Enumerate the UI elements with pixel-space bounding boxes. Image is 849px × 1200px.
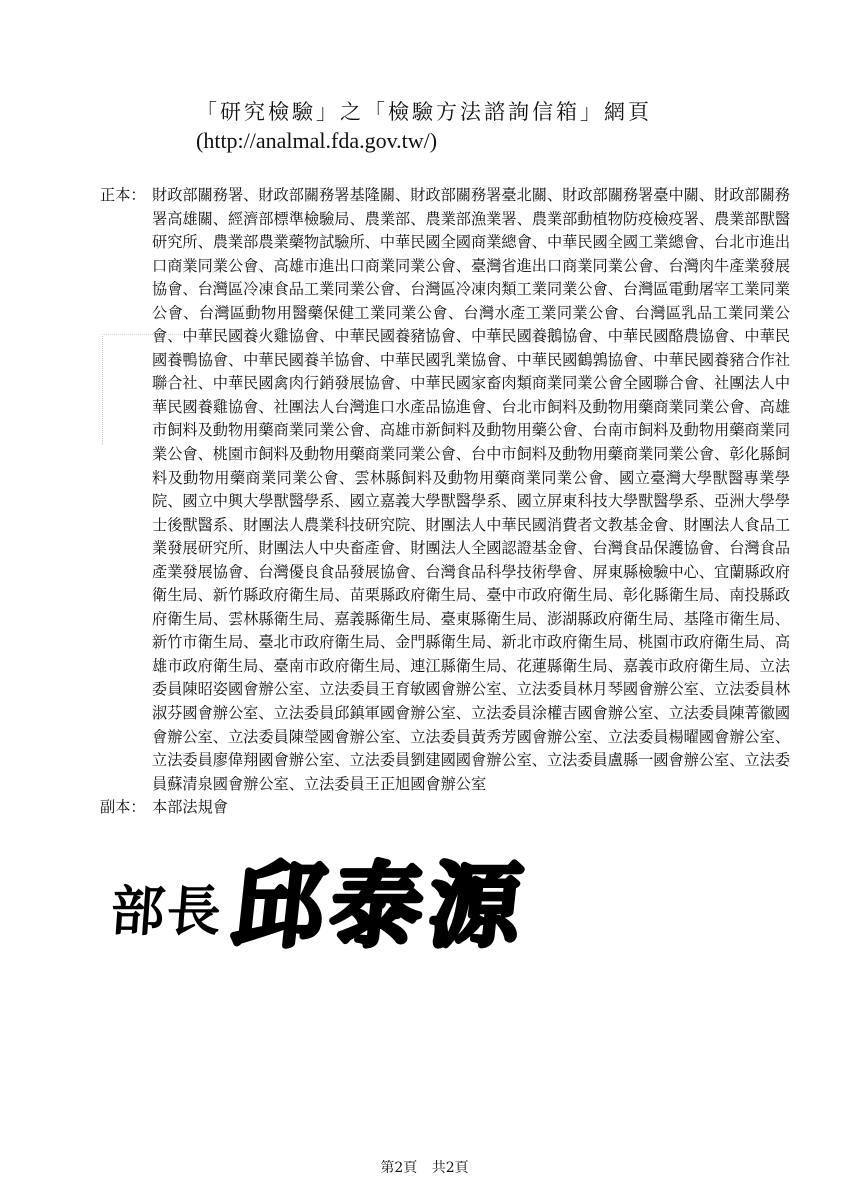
copy-recipients-label: 副本： [100,798,146,817]
recipients-block [100,184,790,820]
copy-recipients-row [100,796,790,820]
copy-recipients-list: 本部法規會 [152,798,228,817]
minister-signature [112,838,552,968]
page-title: 「研究檢驗」之「檢驗方法諮詢信箱」網頁 [196,100,652,124]
page-total: 共2頁 [431,1160,469,1176]
page-url: (http://analmal.fda.gov.tw/) [196,128,438,153]
primary-recipients-row [100,184,790,796]
signature-title: 部長 [112,879,226,943]
primary-recipients-label: 正本： [100,186,146,204]
page-footer [0,1157,849,1177]
signature-name: 邱泰源 [227,851,533,960]
page-number: 第2頁 [380,1160,418,1176]
primary-recipients-list: 財政部關務署、財政部關務署基隆關、財政部關務署臺北關、財政部關務署臺中關、財政部關務署高雄關、經濟部標準檢驗局、農業部、農業部漁業署、農業部動植物防疫檢疫署、農業部獸醫研究所、農業部農業藥物試驗所、中華民國全國商業總會、中華民國全國工業總會、台北市進出口商業同業公會、高雄市進出口商業同業公會、臺灣省進出口商業同業公會、台灣肉牛產業發展協會、台灣區冷凍食品工業同業公會、台灣區冷凍肉類工業同業公會、台灣區電動屠宰工業同業公會、台灣區動物用醫藥保健工業同業公會、台灣水產工業同業公會、台灣區乳品工業同業公會、中華民國養火雞協會、中華民國養豬協會、中華民國養鵝協會、中華民國酪農協會、中華民國養鴨協會、中華民國養羊協會、中華民國乳業協會、中華民國鶴鶉協會、中華民國養豬合作社聯合社、中華民國禽肉行銷發展協會、中華民國家畜肉類商業同業公會全國聯合會、社團法人中華民國養雞協會、社團法人台灣進口水產品協進會、台北市飼料及動物用藥商業同業公會、高雄市飼料及動物用藥商業同業公會、高雄市新飼料及動物用藥公會、台南市飼料及動物用藥商業同業公會、桃園市飼料及動物用藥商業同業公會、台中市飼料及動物用藥商業同業公會、彰化縣飼料及動物用藥商業同業公會、雲林縣飼料及動物用藥商業同業公會、國立臺灣大學獸醫專業學院、國立中興大學獸醫學系、國立嘉義大學獸醫學系、國立屏東科技大學獸醫學系、亞洲大學學士後獸醫系、財團法人農業科技研究院、財團法人中華民國消費者文教基金會、財團法人食品工業發展研究所、財團法人中央畜產會、財團法人全國認證基金會、台灣食品保護協會、台灣食品產業發展協會、台灣優良食品發展協會、台灣食品科學技術學會、屏東縣檢驗中心、宜蘭縣政府衛生局、新竹縣政府衛生局、苗栗縣政府衛生局、臺中市政府衛生局、彰化縣衛生局、南投縣政府衛生局、雲林縣衛生局、嘉義縣衛生局、臺東縣衛生局、澎湖縣政府衛生局、基隆市衛生局、新竹市衛生局、臺北市政府衛生局、金門縣衛生局、新北市政府衛生局、桃園市政府衛生局、高雄市政府衛生局、臺南市政府衛生局、連江縣衛生局、花蓮縣衛生局、嘉義市政府衛生局、立法委員陳昭姿國會辦公室、立法委員王育敏國會辦公室、立法委員林月琴國會辦公室、立法委員林淑芬國會辦公室、立法委員邱鎮軍國會辦公室、立法委員涂權吉國會辦公室、立法委員陳菁徽國會辦公室、立法委員陳瑩國會辦公室、立法委員黃秀芳國會辦公室、立法委員楊曜國會辦公室、立法委員廖偉翔國會辦公室、立法委員劉建國國會辦公室、立法委員盧縣一國會辦公室、立法委員蘇清泉國會辦公室、立法委員王正旭國會辦公室 [152,186,790,793]
